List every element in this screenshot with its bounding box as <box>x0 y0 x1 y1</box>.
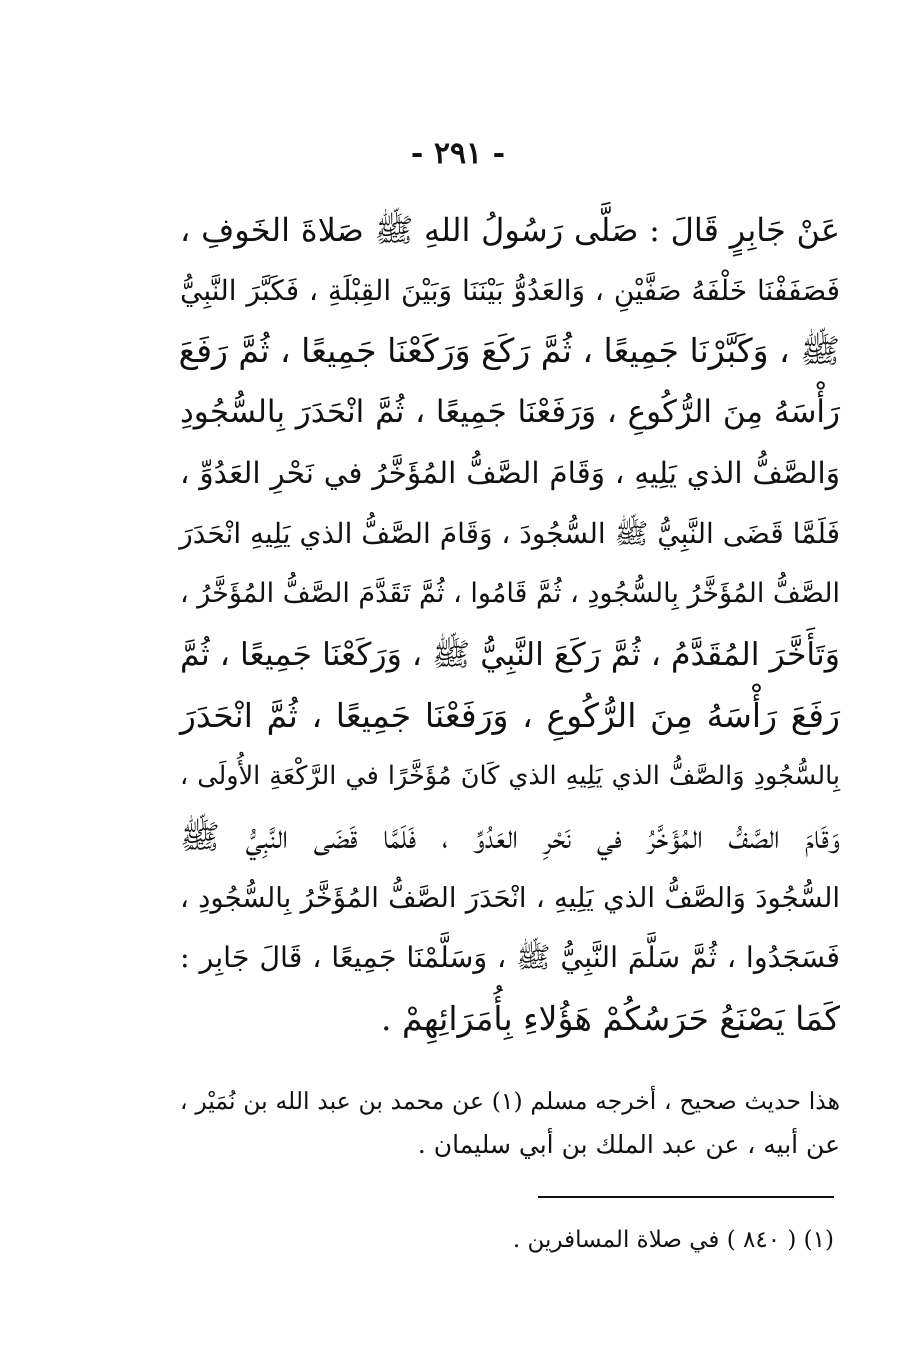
hadith-line: رَفَعَ رَأْسَهُ مِنَ الرُّكُوعِ ، وَرَفَعْنَا جَمِيعًا ، ثُمَّ انْحَدَرَ <box>180 695 840 735</box>
footnote: (١) ( ٨٤٠ ) في صلاة المسافرين . <box>512 1227 834 1253</box>
hadith-line: بِالسُّجُودِ وَالصَّفُّ الذي يَلِيهِ الذي كَانَ مُؤَخَّرًا في الرَّكْعَةِ الأُولَى ، <box>180 761 840 792</box>
footnote-divider <box>538 1196 834 1198</box>
hadith-line: فَصَفَفْنَا خَلْفَهُ صَفَّيْنِ ، وَالعَدُوُّ بَيْنَنَا وَبَيْنَ القِبْلَةِ ، فَكَبَّرَ النَّبِيُّ <box>180 273 840 307</box>
commentary <box>180 1079 840 1167</box>
hadith-line: السُّجُودَ وَالصَّفُّ الذي يَلِيهِ ، انْحَدَرَ الصَّفُّ المُؤَخَّرُ بِالسُّجُودِ ، <box>180 881 840 914</box>
hadith-line: ﷺ ، وَكَبَّرْنَا جَمِيعًا ، ثُمَّ رَكَعَ وَرَكَعْنَا جَمِيعًا ، ثُمَّ رَفَعَ <box>178 331 840 371</box>
hadith-line: وَتَأَخَّرَ المُقَدَّمُ ، ثُمَّ رَكَعَ النَّبِيُّ ﷺ ، وَرَكَعْنَا جَمِيعًا ، ثُمَّ <box>180 636 840 673</box>
commentary-line: عن أبيه ، عن عبد الملك بن أبي سليمان . <box>417 1130 840 1159</box>
hadith-line: وَالصَّفُّ الذي يَلِيهِ ، وَقَامَ الصَّفُّ المُؤَخَّرُ في نَحْرِ العَدُوِّ ، <box>180 455 840 490</box>
hadith-line: رَأْسَهُ مِنَ الرُّكُوعِ ، وَرَفَعْنَا جَمِيعًا ، ثُمَّ انْحَدَرَ بِالسُّجُودِ <box>180 394 840 431</box>
hadith-line: فَلَمَّا قَضَى النَّبِيُّ ﷺ السُّجُودَ ، وَقَامَ الصَّفُّ الذي يَلِيهِ انْحَدَرَ <box>179 516 840 550</box>
hadith-line: الصَّفُّ المُؤَخَّرُ بِالسُّجُودِ ، ثُمَّ قَامُوا ، ثُمَّ تَقَدَّمَ الصَّفُّ المُؤَخَّرُ ، <box>179 578 840 610</box>
page-number: - ٢٩١ - <box>410 136 506 171</box>
hadith-text <box>180 200 840 1050</box>
commentary-line: هذا حديث صحيح ، أخرجه مسلم (١) عن محمد بن عبد الله بن نُمَيْر ، <box>180 1087 840 1115</box>
hadith-line: وَقَامَ الصَّفُّ المُؤَخَّرُ في نَحْرِ العَدُوِّ ، فَلَمَّا قَضَى النَّبِيُّ ﷺ <box>180 817 840 857</box>
hadith-line: عَنْ جَابِرٍ قَالَ : صَلَّى رَسُولُ اللهِ ﷺ صَلاةَ الخَوفِ ، <box>180 211 840 249</box>
hadith-line: كَمَا يَصْنَعُ حَرَسُكُمْ هَؤُلاءِ بِأُمَرَائِهِمْ . <box>381 999 840 1039</box>
hadith-line: فَسَجَدُوا ، ثُمَّ سَلَّمَ النَّبِيُّ ﷺ ، وَسَلَّمْنَا جَمِيعًا ، قَالَ جَابِر : <box>180 941 840 975</box>
